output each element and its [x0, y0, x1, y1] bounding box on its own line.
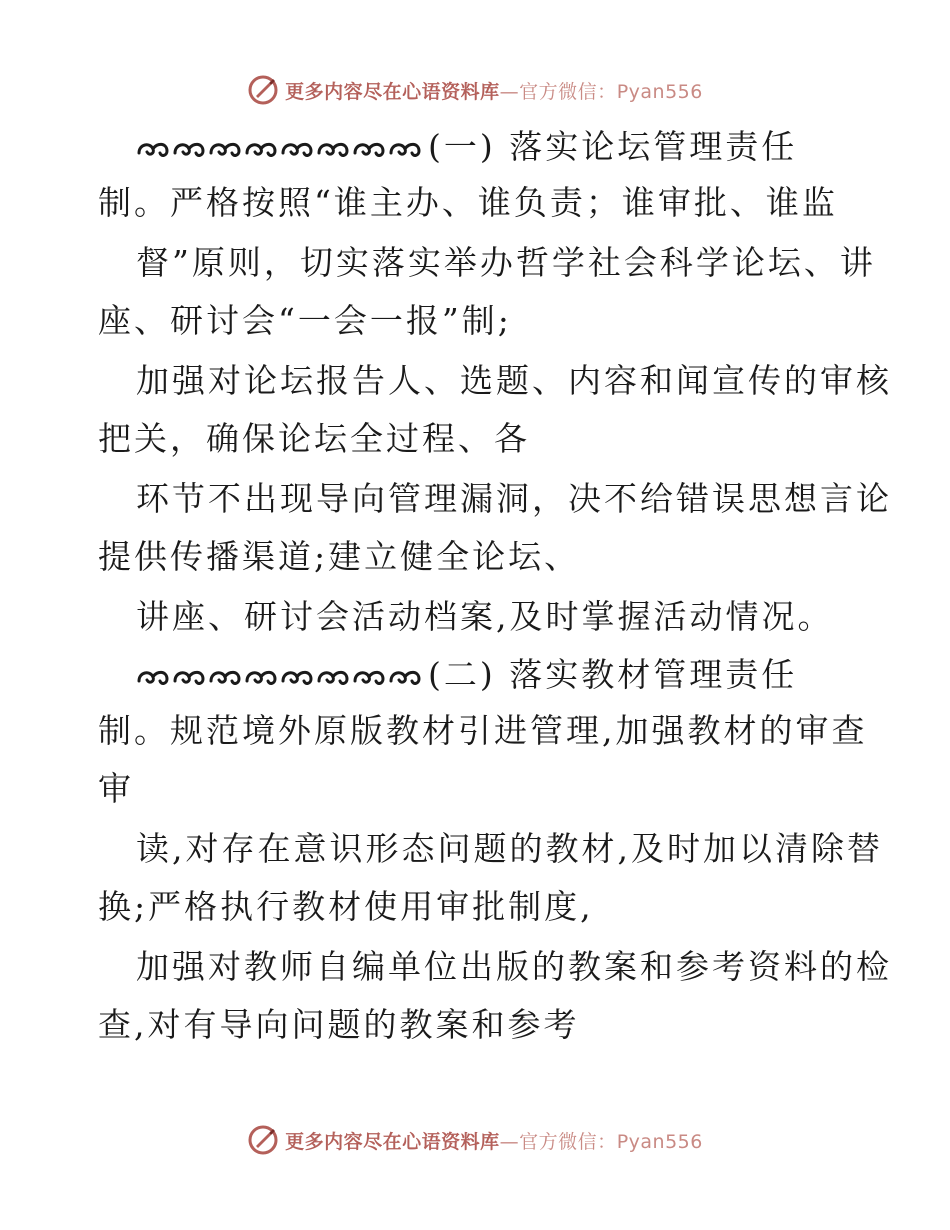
swirl-ornament-icon — [352, 138, 386, 160]
header-watermark — [0, 70, 950, 110]
ornament-row-2 — [136, 666, 422, 688]
swirl-ornament-icon — [280, 666, 314, 688]
paragraph-line: 加强对教师自编单位出版的教案和参考资料的检 — [136, 947, 892, 986]
swirl-ornament-icon — [388, 666, 422, 688]
paragraph-2-heading — [136, 655, 798, 694]
swirl-ornament-icon — [388, 138, 422, 160]
swirl-ornament-icon — [352, 666, 386, 688]
pen-logo-icon — [247, 74, 279, 106]
watermark-text — [285, 1127, 703, 1154]
swirl-ornament-icon — [280, 138, 314, 160]
paragraph-line: 读,对存在意识形态问题的教材,及时加以清除替 — [136, 829, 883, 868]
swirl-ornament-icon — [172, 138, 206, 160]
watermark-wechat-id: Pyan556 — [616, 80, 703, 103]
paragraph-line: 讲座、研讨会活动档案,及时掌握活动情况。 — [136, 597, 834, 636]
swirl-ornament-icon — [172, 666, 206, 688]
paragraph-line: 制。规范境外原版教材引进管理,加强教材的审查 — [98, 711, 868, 750]
paragraph-line: 提供传播渠道;建立健全论坛、 — [98, 537, 581, 576]
paragraph-line: 把关，确保论坛全过程、各 — [98, 419, 530, 458]
paragraph-line: 加强对论坛报告人、选题、内容和闻宣传的审核 — [136, 361, 892, 400]
paragraph-line: 审 — [98, 769, 134, 808]
swirl-ornament-icon — [316, 666, 350, 688]
paragraph-text: (一) 落实论坛管理责任 — [428, 127, 798, 166]
watermark-separator: — — [499, 1130, 520, 1153]
paragraph-line: 座、研讨会“一会一报”制; — [98, 301, 512, 340]
paragraph-line: 查,对有导向问题的教案和参考 — [98, 1005, 580, 1044]
swirl-ornament-icon — [244, 138, 278, 160]
watermark-wechat-label: 官方微信： — [519, 80, 617, 103]
watermark-brand: 更多内容尽在心语资料库 — [285, 1130, 500, 1153]
swirl-ornament-icon — [244, 666, 278, 688]
pen-logo-icon — [247, 1124, 279, 1156]
footer-watermark — [0, 1120, 950, 1160]
watermark-brand: 更多内容尽在心语资料库 — [285, 80, 500, 103]
paragraph-line: 换;严格执行教材使用审批制度, — [98, 887, 594, 926]
ornament-row-1 — [136, 138, 422, 160]
swirl-ornament-icon — [136, 138, 170, 160]
watermark-separator: — — [499, 80, 520, 103]
watermark-text — [285, 77, 703, 104]
swirl-ornament-icon — [208, 666, 242, 688]
swirl-ornament-icon — [208, 138, 242, 160]
swirl-ornament-icon — [316, 138, 350, 160]
watermark-wechat-id: Pyan556 — [616, 1130, 703, 1153]
paragraph-line: 环节不出现导向管理漏洞，决不给错误思想言论 — [136, 479, 892, 518]
paragraph-1-heading — [136, 127, 798, 166]
paragraph-text: (二) 落实教材管理责任 — [428, 655, 798, 694]
paragraph-line: 制。严格按照“谁主办、谁负责；谁审批、谁监 — [98, 183, 838, 222]
swirl-ornament-icon — [136, 666, 170, 688]
watermark-wechat-label: 官方微信： — [519, 1130, 617, 1153]
paragraph-line: 督”原则，切实落实举办哲学社会科学论坛、讲 — [136, 243, 876, 282]
